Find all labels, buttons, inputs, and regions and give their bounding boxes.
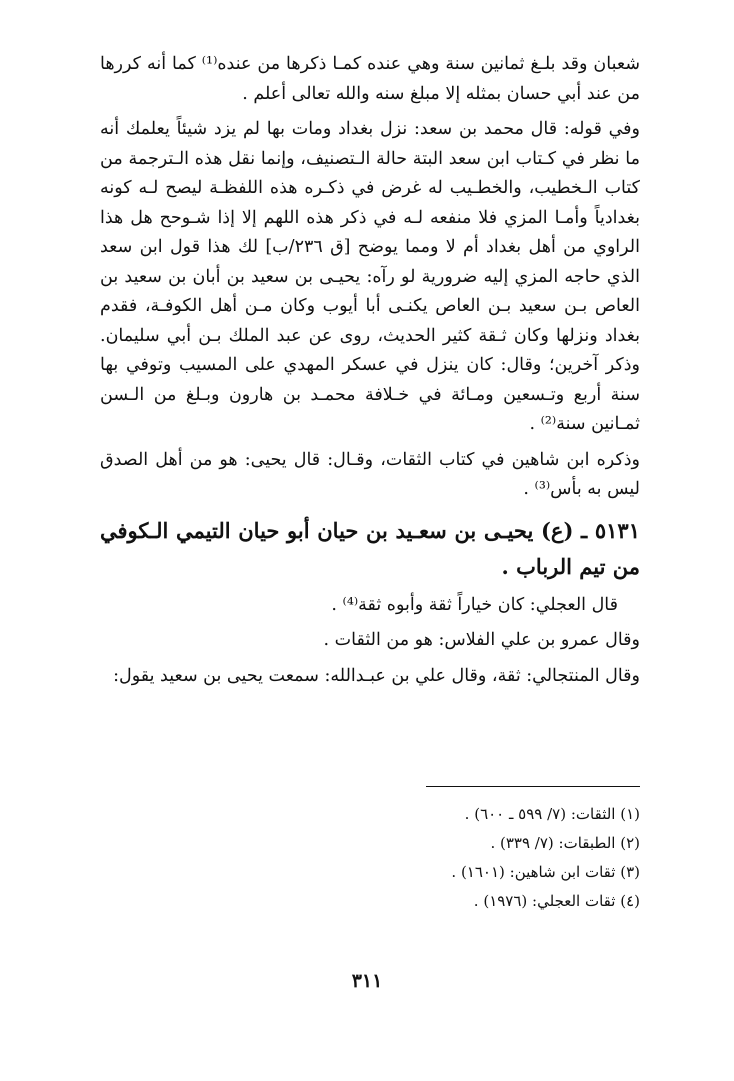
- page-number: ٣١١: [351, 970, 383, 992]
- paragraph-commentary: وفي قوله: قال محمد بن سعد: نزل بغداد ومات بها لم يزد شيئاً يعلمك أنه ما نظر في كـتاب ابن سعد البتة حالة الـتصنيف، وإنما نقل هذه الـترجمة من كتاب الـخطيب، والخطـيب له غرض في ذكـره هذه اللفظـة ليصح لـه كونه بغدادياً وأمـا المزي فلا منفعه لـه في ذكر هذه اللهم إلا إذا شـوحح هل هذا الراوي من أهل بغداد أم لا ومما يوضح [ق ٢٣٦/ب] لك هذا قول ابن سعد الذي حاجه المزي إليه ضرورية لو رآه: يحيـى بن سعيد بن أبان بن سعيد بن العاص بـن سعيد بـن العاص يكنـى أبا أيوب وكان مـن أهل الكوفـة، فقدم بغداد ونزلها وكان ثـقة كثير الحديث، روى عن عبد الملك بـن أبي سليمان. وذكر آخرين؛ وقال: كان ينزل في عسكر المهدي على المسيب وتوفي بها سنة أربع وتـسعين ومـائة في خـلافة محمـد بن هارون وبـلغ من الـسن ثمـانين سنة⁽²⁾ .: [100, 119, 640, 434]
- entry-line-fallas: وقال عمرو بن علي الفلاس: هو من الثقات .: [323, 630, 640, 650]
- footnote-divider: [426, 786, 640, 787]
- footnote-1: (١) الثقات: (٧/ ٥٩٩ ـ ٦٠٠) .: [464, 805, 640, 823]
- footnotes: [280, 800, 640, 916]
- entry-line-muntajali: وقال المنتجالي: ثقة، وقال علي بن عبـدالله: سمعت يحيى بن سعيد يقول:: [113, 665, 640, 686]
- paragraph-ibn-shahin: وذكره ابن شاهين في كتاب الثقات، وقـال: قال يحيى: هو من أهل الصدق ليس به بأس⁽³⁾ .: [100, 449, 640, 499]
- footnote-2: (٢) الطبقات: (٧/ ٣٣٩) .: [490, 834, 640, 852]
- footnote-4: (٤) ثقات العجلي: (١٩٧٦) .: [473, 892, 640, 910]
- paragraph-continuation: شعبان وقد بلـغ ثمانين سنة وهي عنده كمـا ذكرها من عنده⁽¹⁾ كما أنه كررها من عند أبي حسان بمثله إلا مبلغ سنه والله تعالى أعلم .: [100, 54, 640, 104]
- entry-line-ijli: قال العجلي: كان خياراً ثقة وأبوه ثقة⁽⁴⁾ .: [331, 594, 618, 615]
- main-text: [100, 50, 640, 697]
- entry-heading: ٥١٣١ ـ (ع) يحيـى بن سعـيد بن حيان أبو حيان التيمي الـكوفي من تيم الرباب .: [100, 517, 640, 579]
- footnote-3: (٣) ثقات ابن شاهين: (١٦٠١) .: [451, 863, 640, 881]
